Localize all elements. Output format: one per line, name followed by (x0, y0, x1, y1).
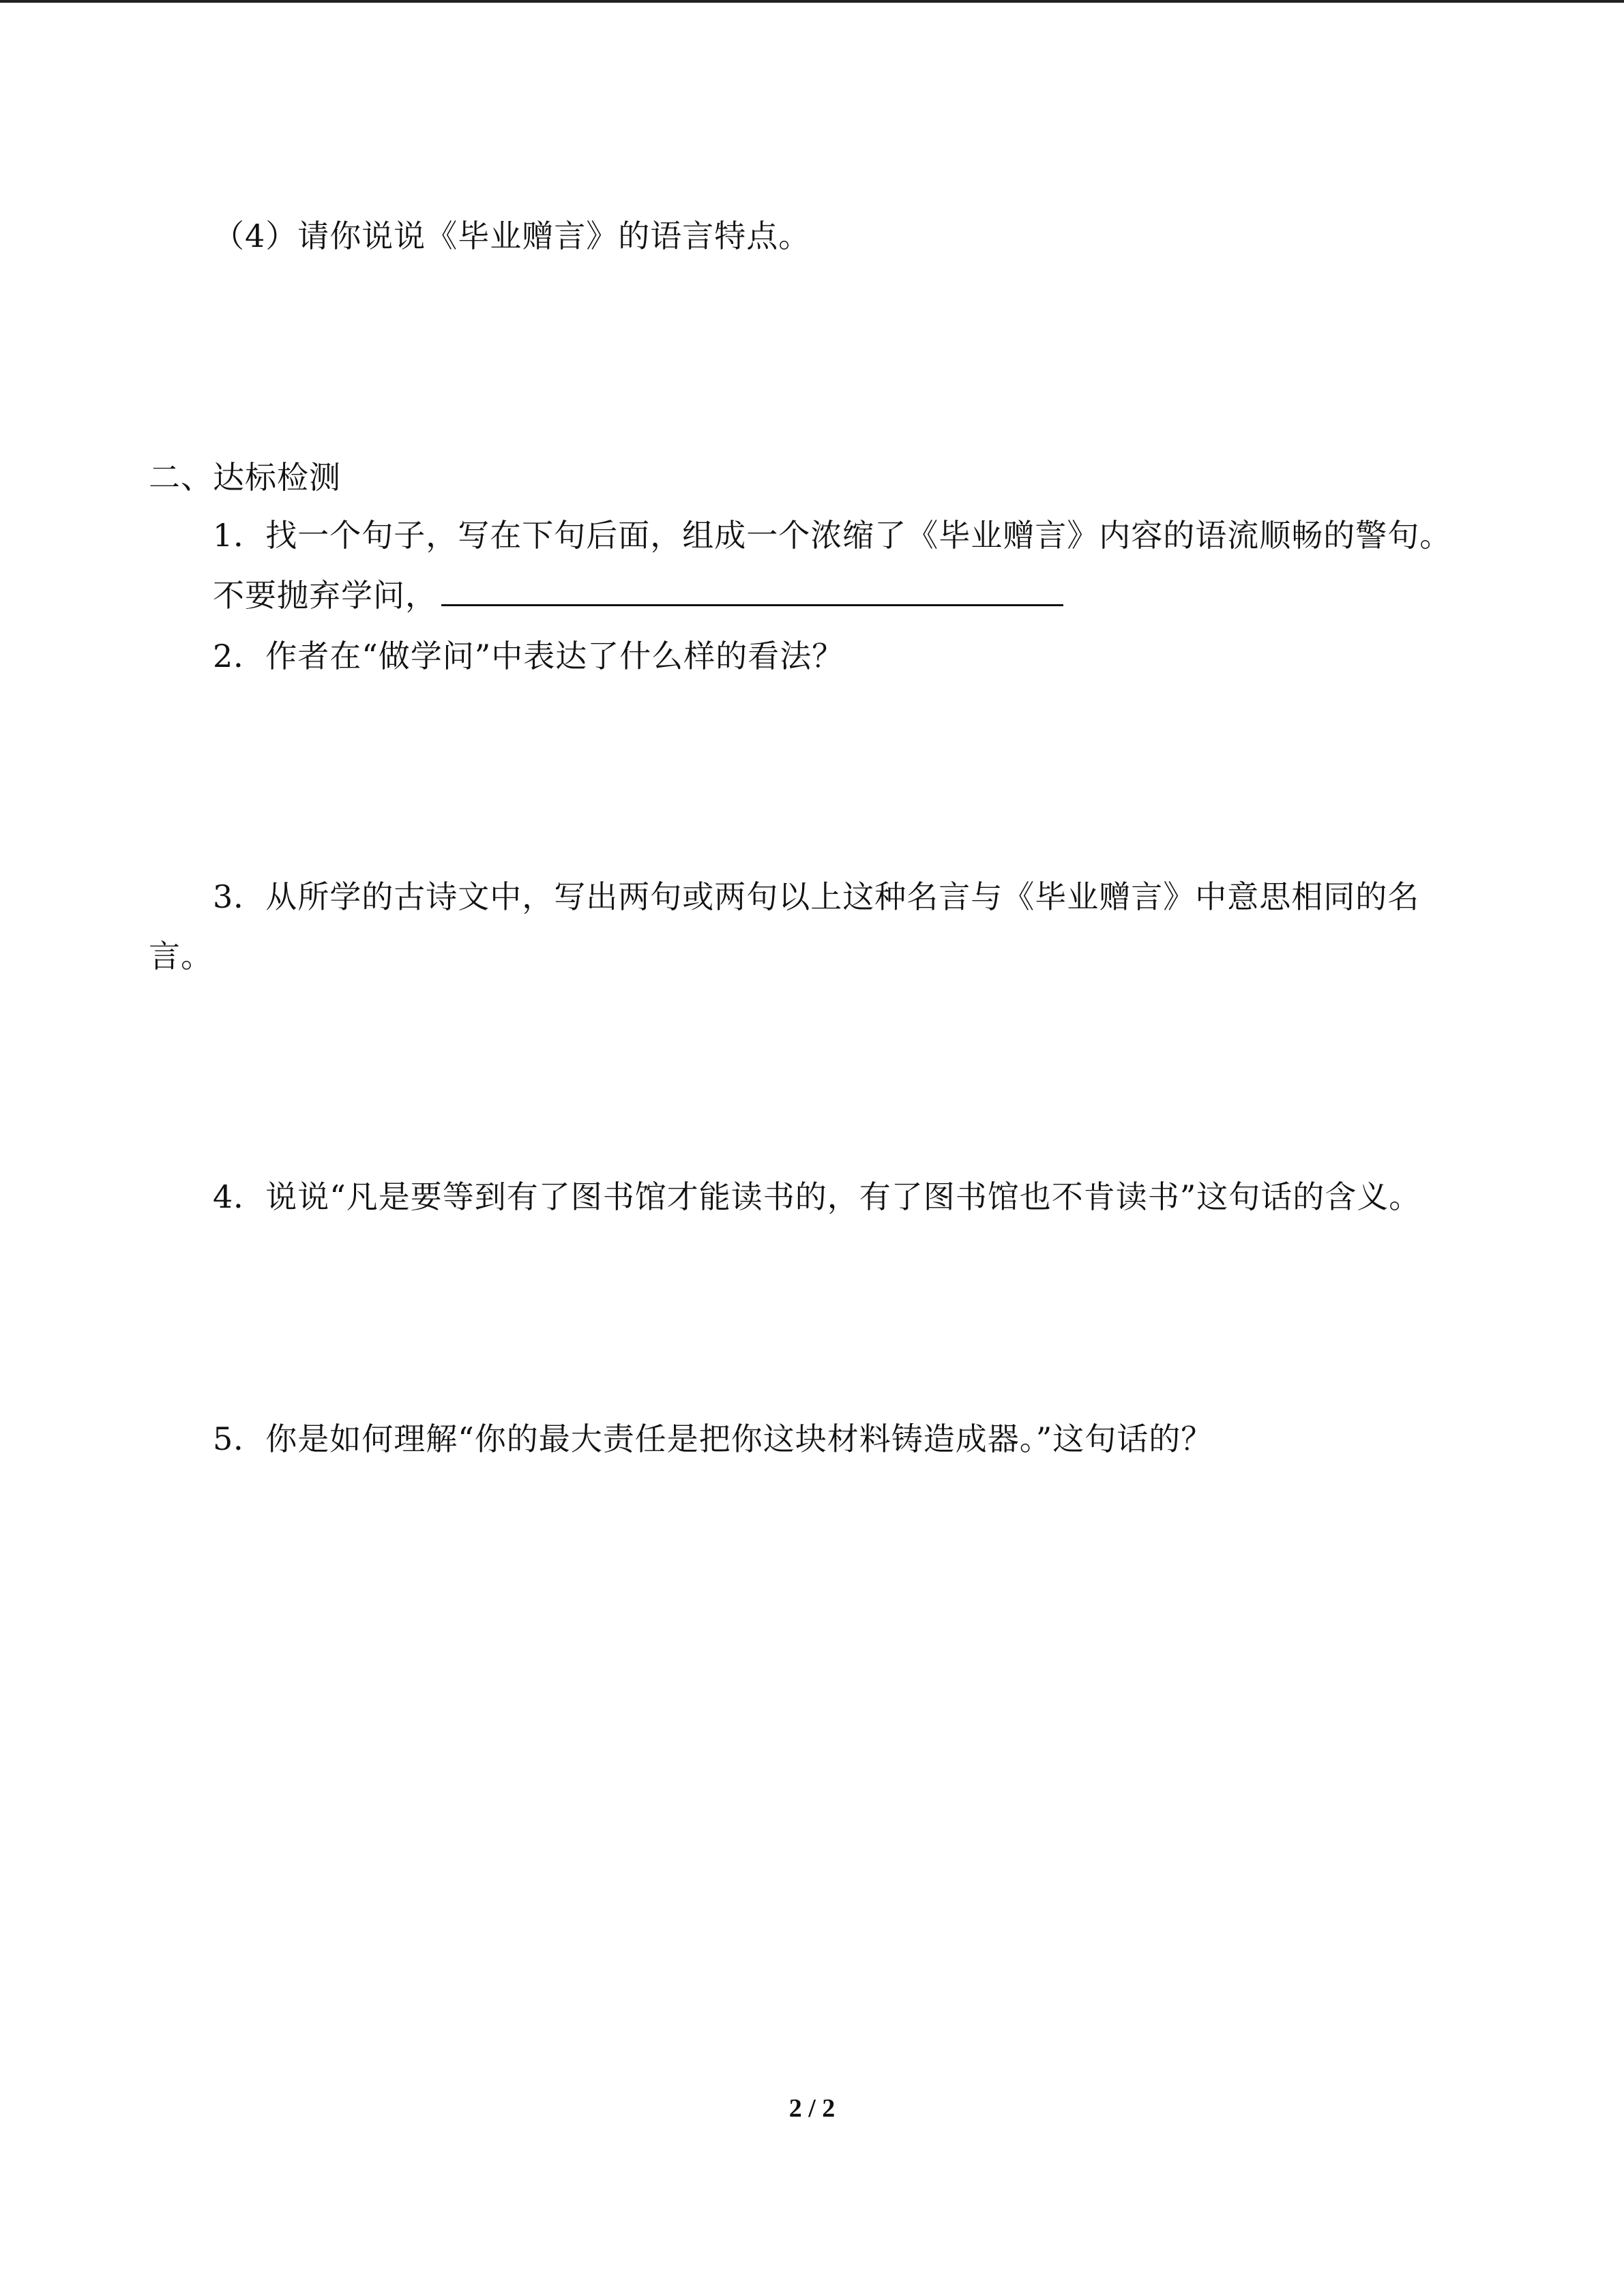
question-4: 4．说说“凡是要等到有了图书馆才能读书的，有了图书馆也不肯读书”这句话的含义。 (213, 1178, 1421, 1215)
question-1-prompt: 1．找一个句子，写在下句后面，组成一个浓缩了《毕业赠言》内容的语流顺畅的警句。 (213, 517, 1452, 554)
answer-blank[interactable] (441, 574, 1063, 606)
question-2: 2．作者在“做学问”中表达了什么样的看法？ (213, 638, 844, 674)
question-4-language-features: （4）请你说说《毕业赠言》的语言特点。 (213, 218, 811, 254)
question-1-answer-line (213, 574, 1063, 616)
question-1-lead-text: 不要抛弃学问， (213, 577, 437, 614)
page-number: 2 / 2 (788, 2094, 836, 2123)
question-3-line-2: 言。 (149, 938, 213, 974)
question-5: 5．你是如何理解“你的最大责任是把你这块材料铸造成器。”这句话的？ (213, 1420, 1213, 1457)
question-3-line-1: 3．从所学的古诗文中，写出两句或两句以上这种名言与《毕业赠言》中意思相同的名 (213, 878, 1420, 915)
top-border-line (0, 0, 1624, 3)
section-title: 二、达标检测 (149, 459, 341, 496)
